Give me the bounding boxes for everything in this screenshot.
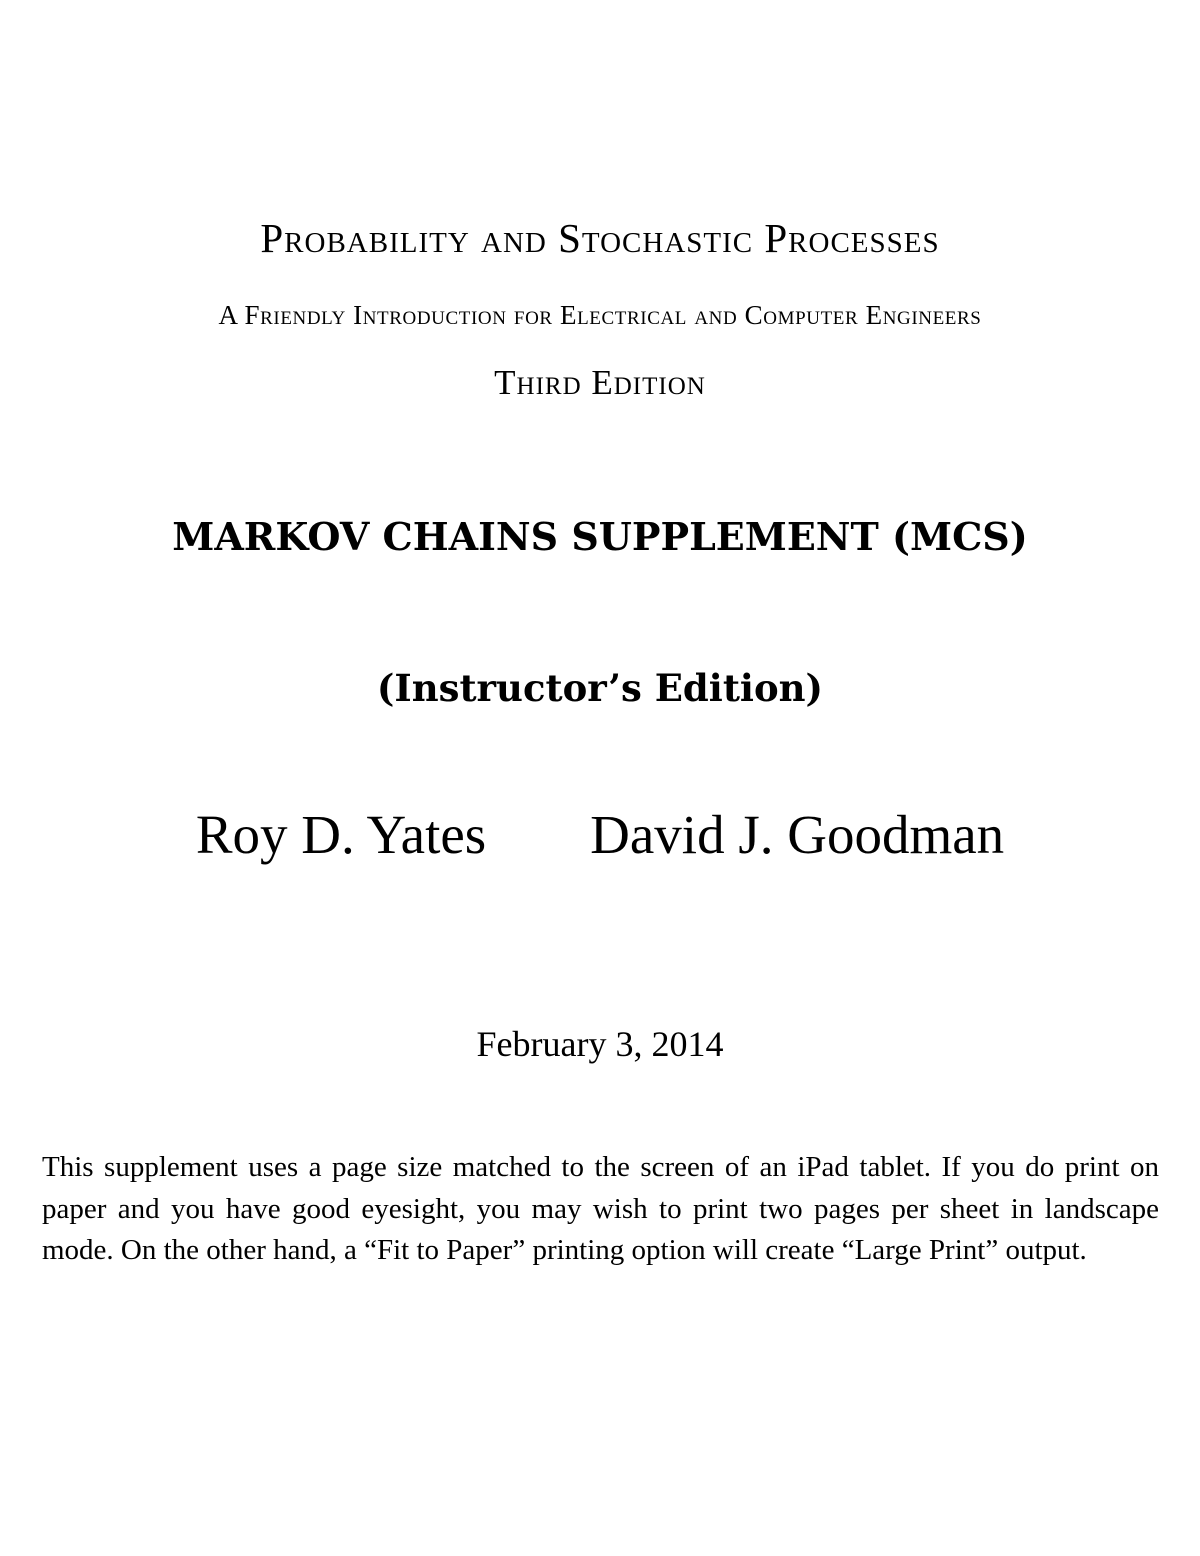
book-edition: Third Edition (494, 363, 706, 402)
supplement-title: MARKOV CHAINS SUPPLEMENT (MCS) (172, 514, 1028, 559)
instructor-edition-label: (Instructor’s Edition) (376, 666, 824, 710)
author-name: Roy D. Yates (195, 804, 487, 865)
book-title: Probability and Stochastic Processes (260, 215, 940, 261)
author-name: David J. Goodman (590, 804, 1005, 865)
printing-note: This supplement uses a page size matched to the screen of an iPad tablet. If you do print on paper and you have good eyesight, you may wish to print two pages per sheet in landscape mode. On the other hand, a “Fit to Paper” printing option will create “Large Print” output. (42, 1151, 1159, 1266)
book-subtitle: A Friendly Introduction for Electrical and Computer Engineers (218, 300, 982, 330)
authors-line (0, 803, 1200, 866)
publication-date: February 3, 2014 (476, 1024, 724, 1064)
